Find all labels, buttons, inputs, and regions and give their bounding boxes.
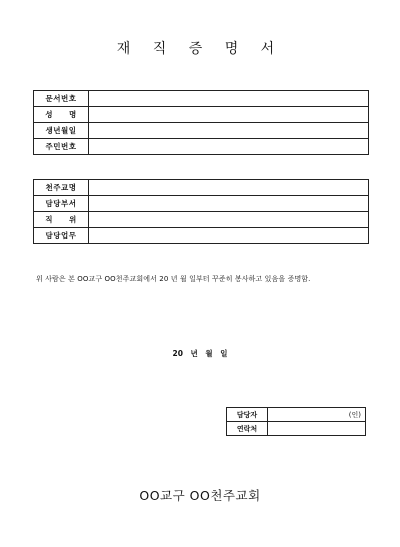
- document-number-field[interactable]: [89, 91, 369, 107]
- table-row: [34, 228, 369, 244]
- contact-field[interactable]: [268, 422, 366, 436]
- issue-date: 20 년 월 일: [172, 349, 228, 358]
- document-number-label: 문서번호: [34, 91, 89, 107]
- resident-number-label: 주민번호: [34, 139, 89, 155]
- table-row: [34, 212, 369, 228]
- table-row: [34, 91, 369, 107]
- birthdate-label: 생년월일: [34, 123, 89, 139]
- seal-mark: (인): [268, 408, 366, 422]
- birthdate-field[interactable]: [89, 123, 369, 139]
- certification-statement: 위 사람은 본 OO교구 OO천주교회에서 20 년 월 일부터 꾸준히 봉사하고 있음을 증명함.: [36, 275, 311, 283]
- name-field[interactable]: [89, 107, 369, 123]
- position-field[interactable]: [89, 212, 369, 228]
- signature-table: [226, 407, 366, 436]
- table-row: [34, 180, 369, 196]
- duty-field[interactable]: [89, 228, 369, 244]
- baptismal-name-field[interactable]: [89, 180, 369, 196]
- table-row: [227, 422, 366, 436]
- table-row: [34, 123, 369, 139]
- baptismal-name-label: 천주교명: [34, 180, 89, 196]
- document-title: 재 직 증 명 서: [116, 41, 284, 57]
- personal-info-table: [33, 90, 369, 155]
- contact-label: 연락처: [227, 422, 268, 436]
- table-row: [227, 408, 366, 422]
- manager-label: 담당자: [227, 408, 268, 422]
- duty-label: 담당업무: [34, 228, 89, 244]
- department-field[interactable]: [89, 196, 369, 212]
- table-row: [34, 196, 369, 212]
- department-label: 담당부서: [34, 196, 89, 212]
- organization-name: OO교구 OO천주교회: [139, 488, 261, 503]
- resident-number-field[interactable]: [89, 139, 369, 155]
- church-info-table: [33, 179, 369, 244]
- name-label: 성 명: [34, 107, 89, 123]
- table-row: [34, 107, 369, 123]
- position-label: 직 위: [34, 212, 89, 228]
- table-row: [34, 139, 369, 155]
